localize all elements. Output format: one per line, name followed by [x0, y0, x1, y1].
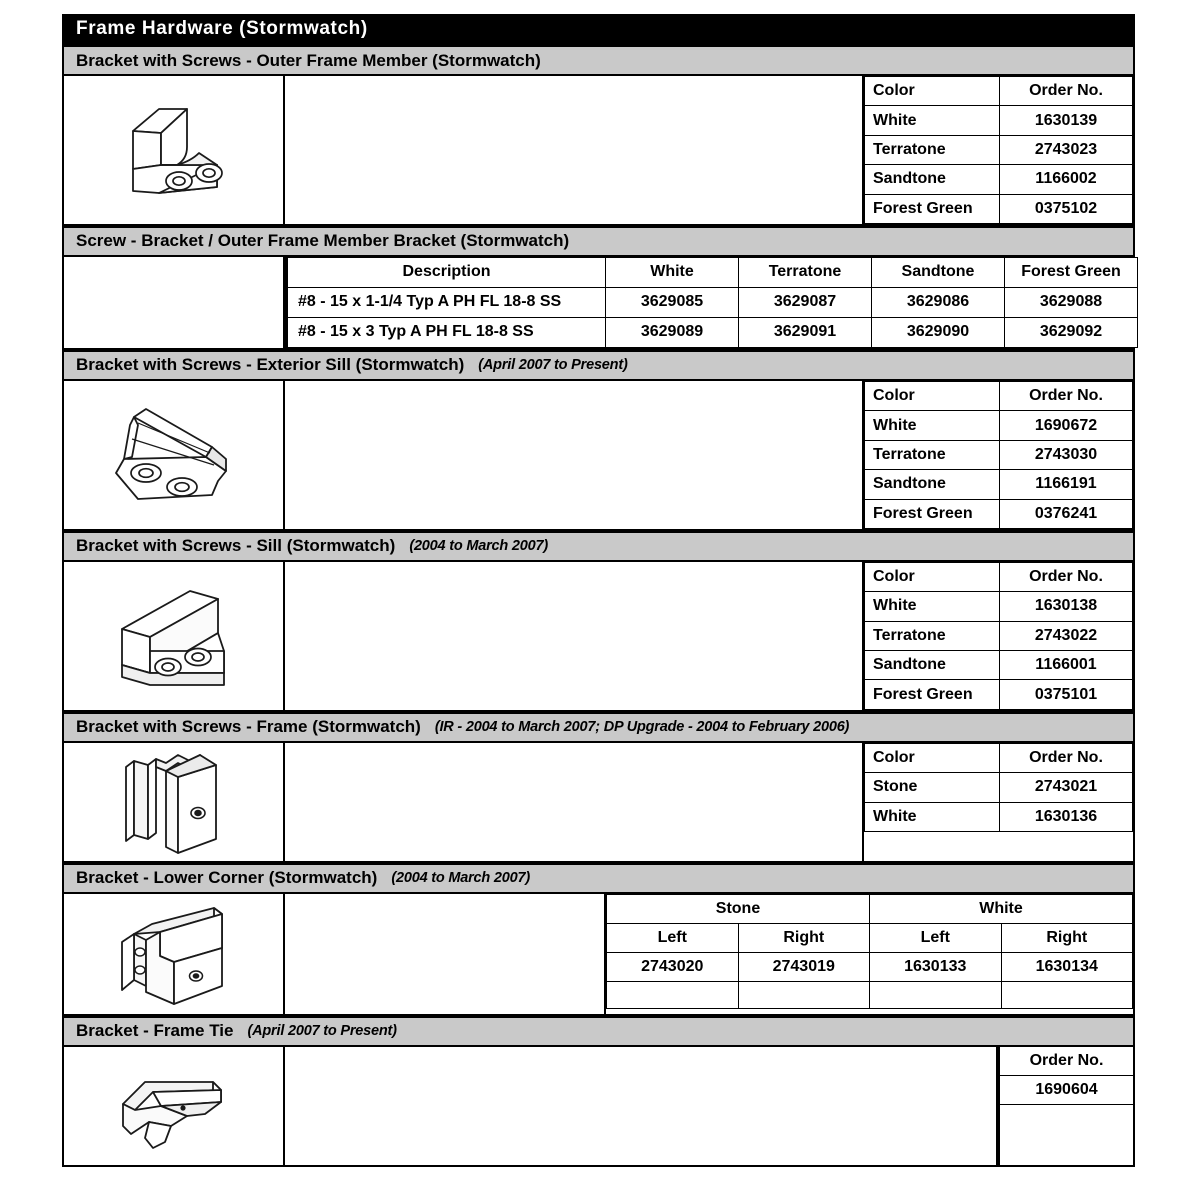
cell-order-no-sandtone: 3629086	[872, 287, 1005, 317]
cell-description: #8 - 15 x 1-1/4 Typ A PH FL 18-8 SS	[288, 287, 606, 317]
cell-order-no: 1166191	[1000, 470, 1133, 499]
cell-order-no-white-right: 1630134	[1001, 952, 1133, 981]
cell-order-no: 2743021	[1000, 773, 1133, 802]
spacer-cell	[285, 381, 862, 529]
sill-plate-bracket-icon	[94, 395, 254, 515]
section-header-screw-bracket	[64, 226, 1133, 257]
column-header-order-no: Order No.	[1000, 743, 1133, 772]
table-row	[865, 440, 1133, 469]
table-row	[865, 194, 1133, 223]
section-header-lower-corner	[64, 863, 1133, 894]
filler-cell	[738, 981, 870, 1008]
cell-color: Sandtone	[865, 470, 1000, 499]
section-header-frame-tie	[64, 1016, 1133, 1047]
table-frame-tie	[998, 1047, 1133, 1165]
section-body-sill	[64, 562, 1133, 712]
cell-description: #8 - 15 x 3 Typ A PH FL 18-8 SS	[288, 317, 606, 347]
column-header-sandtone: Sandtone	[872, 257, 1005, 287]
column-header-white-left: Left	[870, 923, 1002, 952]
cell-color: White	[865, 592, 1000, 621]
page-title: Frame Hardware (Stormwatch)	[64, 14, 1133, 45]
section-body-exterior-sill	[64, 381, 1133, 531]
section-body-frame	[64, 743, 1133, 863]
table-sill	[862, 562, 1133, 710]
cell-order-no: 2743023	[1000, 135, 1133, 164]
table-row	[865, 621, 1133, 650]
cell-color: White	[865, 411, 1000, 440]
section-date-note: (April 2007 to Present)	[478, 357, 628, 374]
cell-order-no: 0375101	[1000, 680, 1133, 709]
cell-order-no-white-left: 1630133	[870, 952, 1002, 981]
section-body-outer-frame-member	[64, 76, 1133, 226]
illustration-cell	[64, 381, 285, 529]
spacer-cell	[285, 562, 862, 710]
column-header-terratone: Terratone	[739, 257, 872, 287]
cell-order-no: 2743030	[1000, 440, 1133, 469]
section-heading-text: Bracket with Screws - Sill (Stormwatch)	[76, 536, 396, 556]
frame-tie-bracket-icon	[109, 1056, 239, 1156]
table-row	[865, 411, 1133, 440]
table-header-row	[865, 743, 1133, 772]
section-date-note: (2004 to March 2007)	[391, 870, 530, 887]
table-row	[865, 499, 1133, 528]
section-header-exterior-sill	[64, 350, 1133, 381]
cell-color: Sandtone	[865, 651, 1000, 680]
illustration-cell	[64, 743, 285, 861]
illustration-cell-empty	[64, 257, 285, 348]
section-header-outer-frame-member	[64, 45, 1133, 76]
cell-color: Forest Green	[865, 194, 1000, 223]
section-header-sill	[64, 531, 1133, 562]
section-date-note: (2004 to March 2007)	[409, 538, 548, 555]
cell-color: Sandtone	[865, 165, 1000, 194]
group-header-stone: Stone	[607, 894, 870, 923]
cell-color: Forest Green	[865, 499, 1000, 528]
cell-order-no: 1630139	[1000, 106, 1133, 135]
lower-corner-bracket-icon	[104, 894, 244, 1014]
table-row	[865, 470, 1133, 499]
section-body-lower-corner	[64, 894, 1133, 1016]
table-row	[865, 680, 1133, 709]
section-heading-text: Bracket with Screws - Outer Frame Member (Stormwatch)	[76, 50, 541, 70]
cell-order-no: 0375102	[1000, 194, 1133, 223]
cell-order-no-white: 3629085	[606, 287, 739, 317]
column-header-order-no: Order No.	[1000, 77, 1133, 106]
clip-bracket-one-hole-icon	[104, 743, 244, 861]
cell-order-no-terratone: 3629087	[739, 287, 872, 317]
table-row	[865, 773, 1133, 802]
table-filler-row	[1000, 1105, 1133, 1163]
section-heading-text: Bracket with Screws - Frame (Stormwatch)	[76, 717, 421, 737]
cell-order-no-forest-green: 3629092	[1005, 317, 1138, 347]
table-lower-corner	[604, 894, 1133, 1014]
spacer-cell	[285, 894, 604, 1014]
table-row	[865, 165, 1133, 194]
column-header-forest-green: Forest Green	[1005, 257, 1138, 287]
section-date-note: (April 2007 to Present)	[247, 1023, 397, 1040]
column-header-order-no: Order No.	[1000, 1047, 1133, 1076]
column-header-stone-left: Left	[607, 923, 739, 952]
cell-color: Terratone	[865, 621, 1000, 650]
column-header-order-no: Order No.	[1000, 562, 1133, 591]
section-body-frame-tie	[64, 1047, 1133, 1167]
column-header-white-right: Right	[1001, 923, 1133, 952]
filler-cell	[1000, 832, 1133, 861]
table-header-row	[865, 381, 1133, 410]
cell-color: Forest Green	[865, 680, 1000, 709]
cell-order-no: 1690672	[1000, 411, 1133, 440]
cell-color: Terratone	[865, 135, 1000, 164]
section-heading-text: Bracket - Frame Tie	[76, 1021, 234, 1041]
cell-order-no-sandtone: 3629090	[872, 317, 1005, 347]
table-outer-frame-member	[862, 76, 1133, 224]
table-row	[288, 317, 1138, 347]
angle-bracket-two-hole-icon	[99, 91, 249, 209]
cell-color: White	[865, 106, 1000, 135]
cell-order-no-stone-left: 2743020	[607, 952, 739, 981]
column-header-color: Color	[865, 562, 1000, 591]
cell-order-no: 1166001	[1000, 651, 1133, 680]
spacer-cell	[285, 1047, 998, 1165]
section-heading-text: Screw - Bracket / Outer Frame Member Bracket (Stormwatch)	[76, 231, 570, 251]
table-row	[865, 135, 1133, 164]
cell-order-no-white: 3629089	[606, 317, 739, 347]
column-header-stone-right: Right	[738, 923, 870, 952]
filler-cell	[607, 981, 739, 1008]
cell-order-no: 1630136	[1000, 802, 1133, 831]
table-sub-header-row	[607, 923, 1133, 952]
column-header-color: Color	[865, 743, 1000, 772]
table-frame	[862, 743, 1133, 861]
table-header-row	[1000, 1047, 1133, 1076]
table-screw-bracket	[285, 257, 1138, 348]
cell-order-no-stone-right: 2743019	[738, 952, 870, 981]
table-header-row	[865, 77, 1133, 106]
illustration-cell	[64, 1047, 285, 1165]
section-heading-text: Bracket with Screws - Exterior Sill (Stormwatch)	[76, 355, 465, 375]
filler-cell	[870, 981, 1002, 1008]
column-header-color: Color	[865, 381, 1000, 410]
cell-order-no-forest-green: 3629088	[1005, 287, 1138, 317]
table-row	[865, 592, 1133, 621]
table-row	[865, 106, 1133, 135]
cell-order-no: 1690604	[1000, 1076, 1133, 1105]
section-date-note: (IR - 2004 to March 2007; DP Upgrade - 2004 to February 2006)	[434, 719, 850, 736]
table-row	[1000, 1076, 1133, 1105]
illustration-cell	[64, 76, 285, 224]
column-header-white: White	[606, 257, 739, 287]
table-group-header-row	[607, 894, 1133, 923]
section-header-frame	[64, 712, 1133, 743]
table-header-row	[288, 257, 1138, 287]
table-row	[865, 651, 1133, 680]
table-exterior-sill	[862, 381, 1133, 529]
table-header-row	[865, 562, 1133, 591]
filler-cell	[1001, 981, 1133, 1008]
cell-order-no: 1630138	[1000, 592, 1133, 621]
cell-order-no-terratone: 3629091	[739, 317, 872, 347]
spacer-cell	[285, 743, 862, 861]
section-body-screw-bracket	[64, 257, 1133, 350]
filler-cell	[1000, 1105, 1133, 1163]
table-row	[288, 287, 1138, 317]
column-header-color: Color	[865, 77, 1000, 106]
table-filler-row	[865, 832, 1133, 861]
channel-bracket-two-hole-icon	[94, 577, 254, 695]
illustration-cell	[64, 894, 285, 1014]
cell-order-no: 2743022	[1000, 621, 1133, 650]
parts-catalog-page	[62, 14, 1135, 1167]
cell-order-no: 1166002	[1000, 165, 1133, 194]
cell-color: Stone	[865, 773, 1000, 802]
group-header-white: White	[870, 894, 1133, 923]
section-heading-text: Bracket - Lower Corner (Stormwatch)	[76, 868, 378, 888]
cell-color: Terratone	[865, 440, 1000, 469]
column-header-order-no: Order No.	[1000, 381, 1133, 410]
table-filler-row	[607, 981, 1133, 1008]
filler-cell	[865, 832, 1000, 861]
cell-order-no: 0376241	[1000, 499, 1133, 528]
table-row	[607, 952, 1133, 981]
column-header-description: Description	[288, 257, 606, 287]
illustration-cell	[64, 562, 285, 710]
spacer-cell	[285, 76, 862, 224]
cell-color: White	[865, 802, 1000, 831]
table-row	[865, 802, 1133, 831]
